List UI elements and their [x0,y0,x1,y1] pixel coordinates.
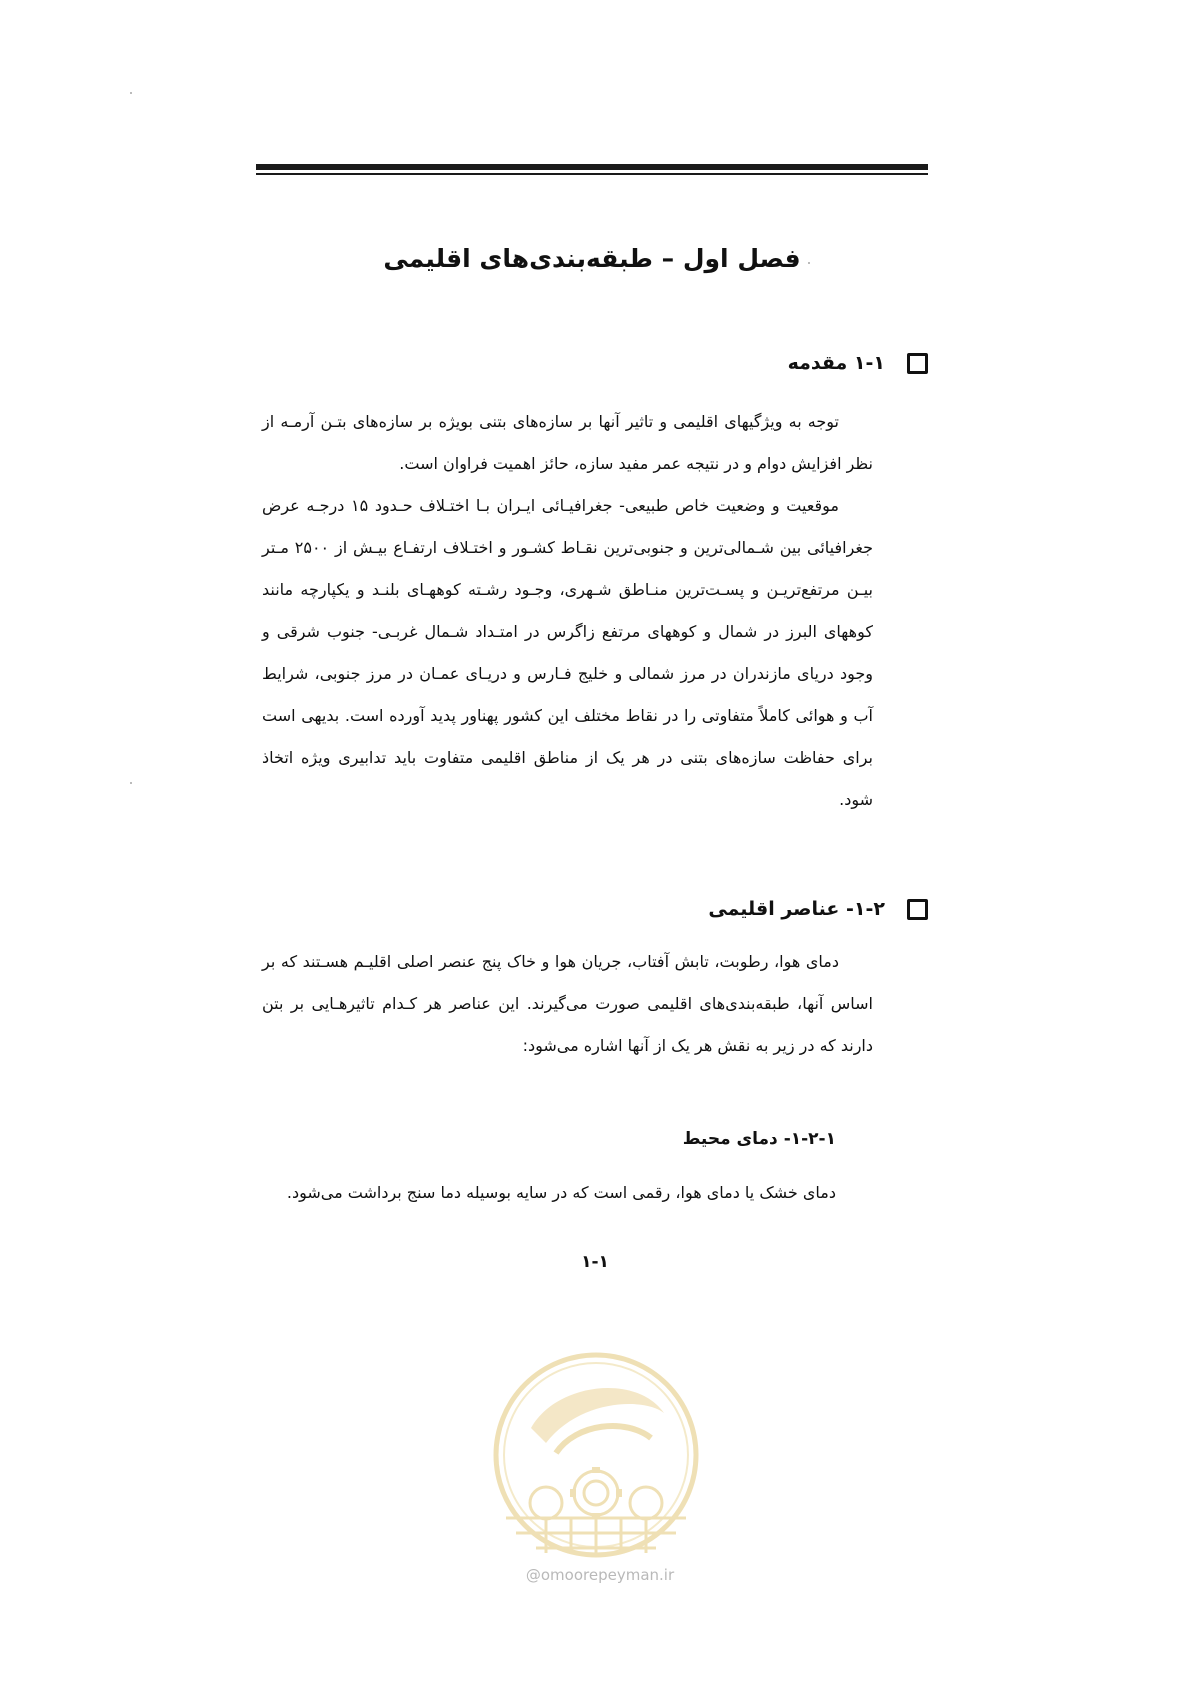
paragraph: دمای خشک یا دمای هوا، رقمی است که در سایه بوسیله دما سنج برداشت می‌شود. [286,1183,836,1202]
section-heading-introduction [400,352,928,374]
section-body-introduction [262,401,873,821]
section-heading-climatic-elements [400,898,928,920]
watermark-caption: @omoorepeyman.ir [525,1566,675,1584]
section-heading-text: ۱-۲- عناصر اقلیمی [708,898,885,920]
header-rule-thin [256,173,928,175]
chapter-title: فصل اول – طبقه‌بندی‌های اقلیمی [383,244,801,273]
scan-speck [130,92,132,94]
checkbox-icon [907,353,928,374]
watermark-logo [486,1343,706,1593]
subsection-heading-ambient-temperature: ۱-۲-۱- دمای محیط [682,1129,836,1149]
paragraph: موقعیت و وضعیت خاص طبیعی- جغرافیـائی ایـران بـا اختـلاف حـدود ۱۵ درجـه عرض جغرافیائی بین شـمالی‌ترین و جنوبی‌ترین نقـاط کشـور و اختـلاف ارتفـاع بیـش از ۲۵۰۰ مـتر بیـن مرتفع‌تریـن و پسـت‌ترین منـاطق شـهری، وجـود رشـته کوههـای بلنـد و یکپارچه مانند کوههای البرز در شمال و کوههای مرتفع زاگرس در امتـداد شـمال غربـی- جنوب شرقی و وجود دریای مازندران در مرز شمالی و خلیج فـارس و دریـای عمـان در مرز جنوبی، شرایط آب و هوائی کاملاً متفاوتی را در نقاط مختلف این کشور پهناور پدید آورده است. بدیهی است برای حفاظت سازه‌های بتنی در هر یک از مناطق اقلیمی متفاوت باید تدابیری ویژه اتخاذ شود. [262,496,874,809]
scan-speck [130,782,132,784]
page-number: ۱-۱ [581,1252,609,1272]
subsection-body-ambient-temperature [262,1172,836,1214]
section-heading-text: ۱-۱ مقدمه [787,352,885,374]
section-body-climatic-elements [262,941,873,1067]
watermark-seal-icon [486,1343,706,1568]
paragraph: دمای هوا، رطوبت، تابش آفتاب، جریان هوا و خاک پنج عنصر اصلی اقلیـم هسـتند که بر اساس آنها، طبقه‌بندی‌های اقلیمی صورت می‌گیرند. این عناصر هر کـدام تاثیرهـایی بر بتن دارند که در زیر به نقش هر یک از آنها اشاره می‌شود: [262,952,873,1055]
paragraph: توجه به ویژگیهای اقلیمی و تاثیر آنها بر سازه‌های بتنی بویژه بر سازه‌های بتـن آرمـه از نظر افزایش دوام و در نتیجه عمر مفید سازه، حائز اهمیت فراوان است. [262,412,873,473]
checkbox-icon [907,899,928,920]
header-rule-thick [256,164,928,170]
